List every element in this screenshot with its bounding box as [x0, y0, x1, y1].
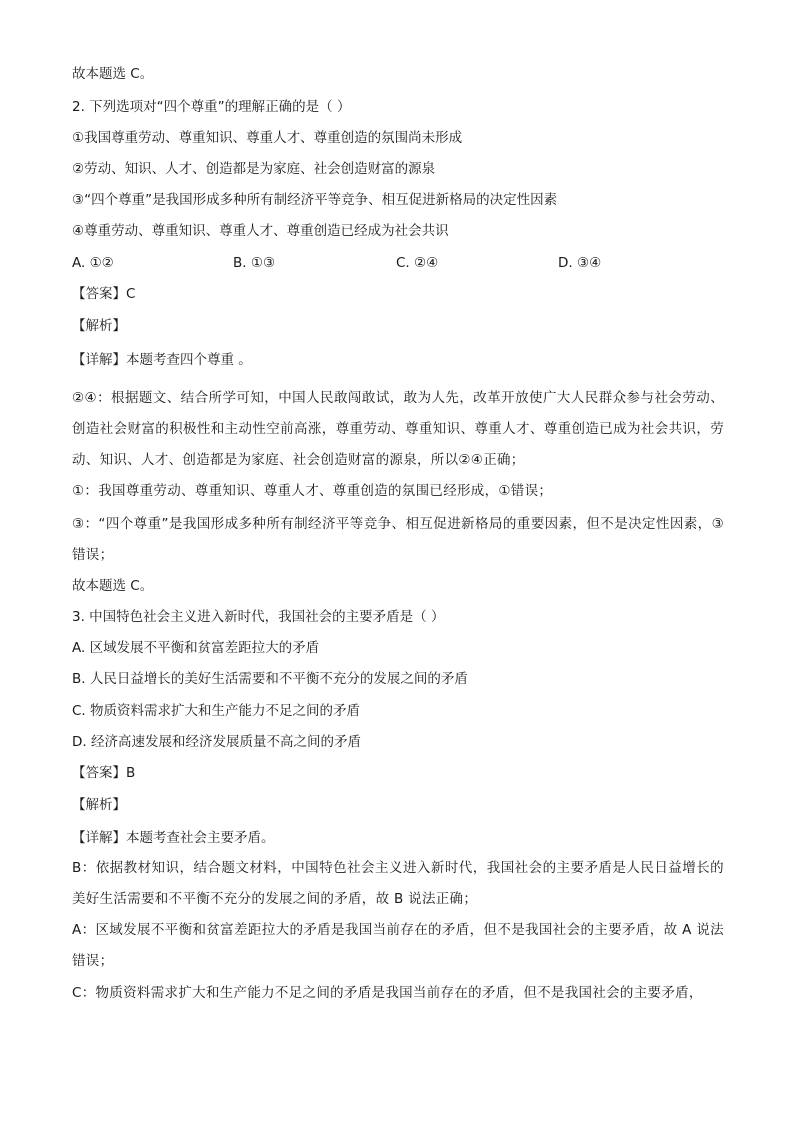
question-3-explanation-b: B：依据教材知识，结合题文材料，中国特色社会主义进入新时代，我国社会的主要矛盾是人民日益增长的美好生活需要和不平衡不充分的发展之间的矛盾，故 B 说法正确；: [72, 860, 724, 907]
question-3-answer: 【答案】B: [72, 765, 136, 781]
question-3-explanation-a: A：区域发展不平衡和贫富差距拉大的矛盾是我国当前存在的矛盾，但不是我国社会的主要矛盾，故 A 说法错误；: [72, 922, 724, 969]
question-3-option-a: A. 区域发展不平衡和贫富差距拉大的矛盾: [72, 640, 320, 656]
prev-question-conclusion: 故本题选 C。: [72, 66, 154, 82]
question-3-analysis-label: 【解析】: [72, 797, 126, 813]
question-2-explanation-3: ③：“四个尊重”是我国形成多种所有制经济平等竞争、相互促进新格局的重要因素，但不是决定性因素，③错误；: [72, 516, 724, 563]
question-3-option-c: C. 物质资料需求扩大和生产能力不足之间的矛盾: [72, 703, 361, 719]
question-2-option-c: C. ②④: [396, 255, 439, 271]
question-2-conclusion: 故本题选 C。: [72, 578, 154, 594]
question-2-statement-4: ④尊重劳动、尊重知识、尊重人才、尊重创造已经成为社会共识: [72, 223, 449, 239]
question-3-option-d: D. 经济高速发展和经济发展质量不高之间的矛盾: [72, 734, 361, 750]
question-2-statement-2: ②劳动、知识、人才、创造都是为家庭、社会创造财富的源泉: [72, 161, 436, 177]
question-3-option-b: B. 人民日益增长的美好生活需要和不平衡不充分的发展之间的矛盾: [72, 671, 468, 687]
question-2-statement-3: ③“四个尊重”是我国形成多种所有制经济平等竞争、相互促进新格局的决定性因素: [72, 192, 558, 208]
question-2-explanation-2: ①：我国尊重劳动、尊重知识、尊重人才、尊重创造的氛围已经形成，①错误；: [72, 483, 553, 499]
question-2-answer: 【答案】C: [72, 286, 136, 302]
question-2-option-b: B. ①③: [233, 255, 276, 271]
question-2-option-d: D. ③④: [558, 255, 602, 271]
question-2-statement-1: ①我国尊重劳动、尊重知识、尊重人才、尊重创造的氛围尚未形成: [72, 130, 463, 146]
question-3-explanation-c: C：物质资料需求扩大和生产能力不足之间的矛盾是我国当前存在的矛盾，但不是我国社会的主要矛盾，: [72, 985, 703, 1001]
question-2-stem: 2. 下列选项对“四个尊重”的理解正确的是（ ）: [72, 99, 351, 115]
question-2-detail: 【详解】本题考查四个尊重 。: [72, 352, 252, 368]
question-2-option-a: A. ①②: [72, 255, 114, 271]
question-2-analysis-label: 【解析】: [72, 318, 126, 334]
question-2-explanation-1: ②④：根据题文、结合所学可知，中国人民敢闯敢试，敢为人先，改革开放使广大人民群众参与社会劳动、创造社会财富的积极性和主动性空前高涨，尊重劳动、尊重知识、尊重人才、尊重创造已成为社会共识，劳动、知识、人才、创造都是为家庭、社会创造财富的源泉，所以②④正确；: [72, 390, 724, 468]
question-3-stem: 3. 中国特色社会主义进入新时代，我国社会的主要矛盾是（ ）: [72, 609, 445, 625]
question-3-detail: 【详解】本题考查社会主要矛盾。: [72, 830, 275, 846]
